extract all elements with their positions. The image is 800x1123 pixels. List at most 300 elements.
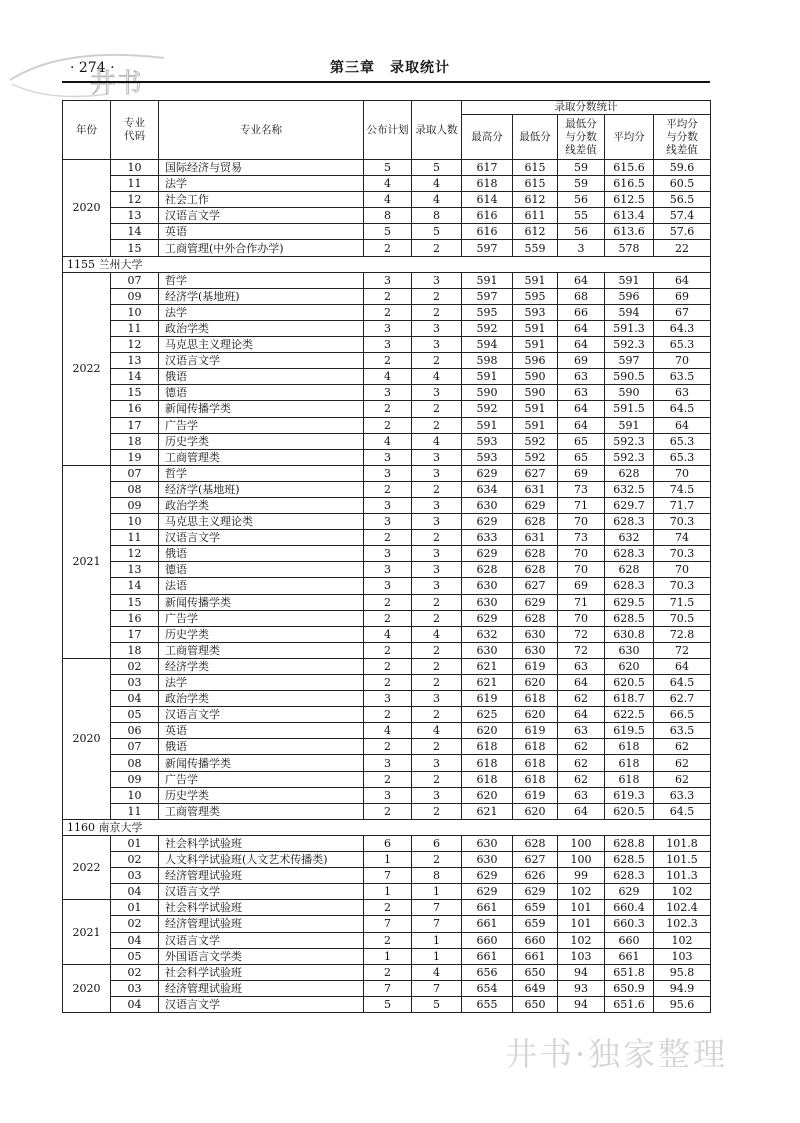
major-code-cell: 03: [111, 980, 159, 996]
major-name-cell: 新闻传播学类: [159, 755, 364, 771]
major-name-cell: 哲学: [159, 272, 364, 288]
min-diff-cell: 55: [558, 208, 605, 224]
min-score-cell: 619: [513, 658, 558, 674]
major-name-cell: 德语: [159, 562, 364, 578]
min-score-cell: 619: [513, 723, 558, 739]
admitted-cell: 1: [412, 948, 462, 964]
min-diff-cell: 69: [558, 353, 605, 369]
avg-diff-cell: 65.3: [654, 449, 711, 465]
table-row: [63, 304, 711, 320]
min-diff-cell: 62: [558, 691, 605, 707]
admitted-cell: 5: [412, 224, 462, 240]
major-name-cell: 马克思主义理论类: [159, 337, 364, 353]
plan-cell: 2: [364, 803, 412, 819]
major-name-cell: 经济管理试验班: [159, 916, 364, 932]
min-score-cell: 591: [513, 320, 558, 336]
year-cell: 2020: [63, 964, 111, 1012]
major-name-cell: 工商管理类: [159, 803, 364, 819]
admitted-cell: 2: [412, 675, 462, 691]
major-code-cell: 11: [111, 176, 159, 192]
max-score-cell: 592: [462, 320, 513, 336]
avg-diff-cell: 62: [654, 739, 711, 755]
max-score-cell: 630: [462, 835, 513, 851]
major-code-cell: 11: [111, 320, 159, 336]
school-row: [63, 819, 711, 835]
min-score-cell: 618: [513, 739, 558, 755]
admitted-cell: 2: [412, 739, 462, 755]
avg-diff-cell: 63.3: [654, 787, 711, 803]
max-score-cell: 620: [462, 723, 513, 739]
min-score-cell: 629: [513, 884, 558, 900]
max-score-cell: 617: [462, 160, 513, 176]
major-name-cell: 工商管理类: [159, 449, 364, 465]
avg-score-cell: 629.5: [605, 594, 654, 610]
min-diff-cell: 69: [558, 465, 605, 481]
table-row: [63, 353, 711, 369]
admitted-cell: 6: [412, 835, 462, 851]
major-name-cell: 历史学类: [159, 626, 364, 642]
plan-cell: 2: [364, 353, 412, 369]
avg-score-cell: 594: [605, 304, 654, 320]
major-name-cell: 德语: [159, 385, 364, 401]
min-diff-cell: 69: [558, 578, 605, 594]
avg-score-cell: 628: [605, 465, 654, 481]
plan-cell: 2: [364, 771, 412, 787]
major-name-cell: 新闻传播学类: [159, 594, 364, 610]
avg-diff-cell: 71.5: [654, 594, 711, 610]
avg-diff-cell: 64.5: [654, 401, 711, 417]
min-score-cell: 612: [513, 224, 558, 240]
page-number: · 274 ·: [70, 60, 115, 76]
plan-cell: 2: [364, 739, 412, 755]
min-diff-cell: 102: [558, 884, 605, 900]
plan-cell: 5: [364, 160, 412, 176]
admitted-cell: 8: [412, 868, 462, 884]
min-diff-cell: 63: [558, 723, 605, 739]
min-diff-cell: 72: [558, 642, 605, 658]
major-code-cell: 08: [111, 755, 159, 771]
plan-cell: 2: [364, 642, 412, 658]
plan-cell: 2: [364, 240, 412, 256]
min-score-cell: 618: [513, 691, 558, 707]
admitted-cell: 2: [412, 288, 462, 304]
logo-watermark-text: 井书: [90, 69, 143, 99]
table-row: [63, 691, 711, 707]
min-score-cell: 591: [513, 401, 558, 417]
table-row: [63, 642, 711, 658]
min-diff-header: [558, 115, 605, 160]
year-cell: 2020: [63, 658, 111, 819]
min-score-cell: 615: [513, 176, 558, 192]
max-score-cell: 661: [462, 948, 513, 964]
max-score-cell: 597: [462, 288, 513, 304]
major-code-cell: 18: [111, 642, 159, 658]
max-score-cell: 591: [462, 417, 513, 433]
max-score-cell: 618: [462, 771, 513, 787]
max-score-cell: 655: [462, 996, 513, 1012]
min-diff-cell: 65: [558, 449, 605, 465]
avg-score-cell: 620.5: [605, 803, 654, 819]
min-diff-cell: 62: [558, 755, 605, 771]
plan-cell: 1: [364, 852, 412, 868]
plan-header: 公布计划: [364, 101, 412, 160]
avg-score-cell: 592.3: [605, 433, 654, 449]
admitted-cell: 3: [412, 755, 462, 771]
major-code-cell: 15: [111, 240, 159, 256]
avg-score-cell: 591.5: [605, 401, 654, 417]
major-name-cell: 经济学类: [159, 658, 364, 674]
major-name-cell: 广告学: [159, 771, 364, 787]
min-diff-cell: 64: [558, 337, 605, 353]
min-diff-cell: 70: [558, 610, 605, 626]
major-code-cell: 12: [111, 546, 159, 562]
major-name-cell: 工商管理类: [159, 642, 364, 658]
avg-diff-cell: 95.8: [654, 964, 711, 980]
min-diff-cell: 63: [558, 658, 605, 674]
plan-cell: 4: [364, 176, 412, 192]
min-score-cell: 650: [513, 964, 558, 980]
min-diff-cell: 70: [558, 546, 605, 562]
major-code-cell: 14: [111, 369, 159, 385]
min-diff-cell: 73: [558, 481, 605, 497]
score-stats-header: 录取分数统计: [462, 101, 711, 115]
min-diff-cell: 65: [558, 433, 605, 449]
min-diff-cell: 72: [558, 626, 605, 642]
table-row: [63, 658, 711, 674]
avg-diff-cell: 101.8: [654, 835, 711, 851]
avg-diff-cell: 71.7: [654, 497, 711, 513]
avg-diff-cell: 60.5: [654, 176, 711, 192]
major-code-cell: 01: [111, 835, 159, 851]
admitted-cell: 3: [412, 546, 462, 562]
table-row: [63, 272, 711, 288]
min-score-cell: 596: [513, 353, 558, 369]
min-diff-cell: 63: [558, 385, 605, 401]
max-score-cell: 634: [462, 481, 513, 497]
admitted-cell: 3: [412, 465, 462, 481]
avg-score-cell: 613.6: [605, 224, 654, 240]
major-code-cell: 13: [111, 562, 159, 578]
min-score-cell: 661: [513, 948, 558, 964]
avg-diff-cell: 22: [654, 240, 711, 256]
major-name-cell: 人文科学试验班(人文艺术传播类): [159, 852, 364, 868]
avg-score-cell: 628.3: [605, 868, 654, 884]
admitted-cell: 2: [412, 401, 462, 417]
min-score-cell: 612: [513, 192, 558, 208]
admitted-cell: 2: [412, 852, 462, 868]
avg-score-cell: 613.4: [605, 208, 654, 224]
table-row: [63, 996, 711, 1012]
min-score-cell: 620: [513, 707, 558, 723]
plan-cell: 1: [364, 948, 412, 964]
min-score-cell: 619: [513, 787, 558, 803]
plan-cell: 3: [364, 755, 412, 771]
min-diff-cell: 71: [558, 594, 605, 610]
max-score-cell: 591: [462, 272, 513, 288]
avg-diff-header-text: 平均分与分数线差值: [666, 117, 698, 156]
max-score-cell: 614: [462, 192, 513, 208]
min-diff-cell: 70: [558, 514, 605, 530]
min-score-cell: 628: [513, 562, 558, 578]
major-name-cell: 法学: [159, 176, 364, 192]
table-row: [63, 530, 711, 546]
major-code-cell: 02: [111, 916, 159, 932]
min-diff-cell: 102: [558, 932, 605, 948]
max-score-cell: 661: [462, 916, 513, 932]
plan-cell: 3: [364, 320, 412, 336]
max-score-cell: 630: [462, 594, 513, 610]
table-row: [63, 465, 711, 481]
admitted-cell: 7: [412, 980, 462, 996]
max-score-cell: 591: [462, 369, 513, 385]
major-code-cell: 02: [111, 852, 159, 868]
table-row: [63, 369, 711, 385]
admitted-cell: 2: [412, 417, 462, 433]
min-diff-cell: 93: [558, 980, 605, 996]
max-score-cell: 630: [462, 497, 513, 513]
major-name-cell: 经济学(基地班): [159, 288, 364, 304]
avg-score-cell: 597: [605, 353, 654, 369]
major-code-cell: 09: [111, 288, 159, 304]
admitted-cell: 4: [412, 192, 462, 208]
table-row: [63, 160, 711, 176]
major-name-cell: 哲学: [159, 465, 364, 481]
plan-cell: 2: [364, 900, 412, 916]
plan-cell: 2: [364, 658, 412, 674]
min-score-cell: 630: [513, 626, 558, 642]
year-header: 年份: [63, 101, 111, 160]
min-score-cell: 591: [513, 272, 558, 288]
avg-score-cell: 660.4: [605, 900, 654, 916]
avg-diff-cell: 64: [654, 658, 711, 674]
avg-score-cell: 592.3: [605, 337, 654, 353]
max-score-cell: 621: [462, 658, 513, 674]
avg-diff-cell: 63.5: [654, 369, 711, 385]
major-name-cell: 社会工作: [159, 192, 364, 208]
avg-score-cell: 619.5: [605, 723, 654, 739]
admitted-cell: 3: [412, 514, 462, 530]
max-score-cell: 630: [462, 642, 513, 658]
admitted-cell: 5: [412, 996, 462, 1012]
avg-score-cell: 628.3: [605, 578, 654, 594]
admitted-cell: 4: [412, 964, 462, 980]
plan-cell: 3: [364, 465, 412, 481]
max-score-cell: 629: [462, 514, 513, 530]
plan-cell: 3: [364, 578, 412, 594]
major-code-cell: 03: [111, 868, 159, 884]
min-score-cell: 659: [513, 900, 558, 916]
min-diff-cell: 100: [558, 835, 605, 851]
admitted-cell: 2: [412, 707, 462, 723]
table-row: [63, 208, 711, 224]
avg-diff-cell: 95.6: [654, 996, 711, 1012]
major-code-cell: 07: [111, 465, 159, 481]
plan-cell: 8: [364, 208, 412, 224]
avg-score-cell: 632: [605, 530, 654, 546]
avg-diff-cell: 72.8: [654, 626, 711, 642]
max-score-cell: 618: [462, 176, 513, 192]
year-cell: 2021: [63, 900, 111, 964]
max-score-cell: 661: [462, 900, 513, 916]
admitted-cell: 7: [412, 916, 462, 932]
table-row: [63, 948, 711, 964]
major-name-cell: 汉语言文学: [159, 996, 364, 1012]
plan-cell: 4: [364, 626, 412, 642]
avg-diff-cell: 64.3: [654, 320, 711, 336]
min-diff-cell: 100: [558, 852, 605, 868]
avg-score-cell: 651.8: [605, 964, 654, 980]
avg-diff-cell: 64: [654, 272, 711, 288]
avg-diff-cell: 63.5: [654, 723, 711, 739]
admitted-cell: 2: [412, 304, 462, 320]
admitted-cell: 2: [412, 594, 462, 610]
min-diff-cell: 59: [558, 176, 605, 192]
plan-cell: 3: [364, 691, 412, 707]
major-name-cell: 俄语: [159, 546, 364, 562]
avg-score-cell: 629.7: [605, 497, 654, 513]
min-diff-cell: 62: [558, 771, 605, 787]
min-score-cell: 628: [513, 835, 558, 851]
max-score-cell: 616: [462, 208, 513, 224]
min-score-cell: 559: [513, 240, 558, 256]
major-code-cell: 09: [111, 771, 159, 787]
major-name-cell: 汉语言文学: [159, 707, 364, 723]
avg-score-cell: 660: [605, 932, 654, 948]
major-code-cell: 11: [111, 803, 159, 819]
admitted-cell: 3: [412, 272, 462, 288]
major-code-cell: 02: [111, 964, 159, 980]
major-name-header: 专业名称: [159, 101, 364, 160]
avg-diff-cell: 94.9: [654, 980, 711, 996]
min-diff-cell: 71: [558, 497, 605, 513]
min-score-cell: 615: [513, 160, 558, 176]
min-score-cell: 618: [513, 771, 558, 787]
major-code-cell: 04: [111, 932, 159, 948]
avg-score-cell: 591.3: [605, 320, 654, 336]
major-name-cell: 历史学类: [159, 787, 364, 803]
table-row: [63, 739, 711, 755]
major-code-cell: 16: [111, 610, 159, 626]
footer-watermark: 井书·独家整理: [505, 1035, 729, 1073]
major-code-cell: 08: [111, 481, 159, 497]
avg-diff-cell: 64: [654, 417, 711, 433]
table-row: [63, 884, 711, 900]
min-score-cell: 593: [513, 304, 558, 320]
min-score-cell: 591: [513, 417, 558, 433]
max-score-cell: 593: [462, 449, 513, 465]
avg-diff-cell: 66.5: [654, 707, 711, 723]
min-diff-cell: 3: [558, 240, 605, 256]
major-code-cell: 17: [111, 626, 159, 642]
avg-diff-cell: 70.3: [654, 578, 711, 594]
avg-diff-cell: 70.5: [654, 610, 711, 626]
admitted-cell: 3: [412, 449, 462, 465]
year-cell: 2022: [63, 835, 111, 899]
plan-cell: 3: [364, 385, 412, 401]
table-row: [63, 787, 711, 803]
major-code-cell: 10: [111, 787, 159, 803]
admitted-cell: 2: [412, 481, 462, 497]
admitted-cell: 3: [412, 385, 462, 401]
table-row: [63, 578, 711, 594]
major-name-cell: 汉语言文学: [159, 884, 364, 900]
admitted-cell: 2: [412, 240, 462, 256]
avg-score-cell: 628.3: [605, 514, 654, 530]
min-score-cell: 591: [513, 337, 558, 353]
major-code-cell: 03: [111, 675, 159, 691]
major-code-cell: 01: [111, 900, 159, 916]
table-row: [63, 723, 711, 739]
major-name-cell: 政治学类: [159, 497, 364, 513]
max-score-cell: 597: [462, 240, 513, 256]
table-row: [63, 514, 711, 530]
avg-score-cell: 628.5: [605, 852, 654, 868]
plan-cell: 3: [364, 337, 412, 353]
major-code-cell: 10: [111, 304, 159, 320]
avg-score-cell: 616.5: [605, 176, 654, 192]
avg-diff-cell: 62: [654, 771, 711, 787]
table-row: [63, 401, 711, 417]
major-code-cell: 16: [111, 401, 159, 417]
min-score-cell: 629: [513, 497, 558, 513]
avg-diff-cell: 63: [654, 385, 711, 401]
admitted-cell: 4: [412, 723, 462, 739]
major-code-cell: 05: [111, 707, 159, 723]
major-code-cell: 18: [111, 433, 159, 449]
admitted-cell: 5: [412, 160, 462, 176]
max-score-header: 最高分: [462, 115, 513, 160]
admitted-cell: 3: [412, 497, 462, 513]
avg-score-cell: 628.3: [605, 546, 654, 562]
avg-score-cell: 630: [605, 642, 654, 658]
major-code-cell: 11: [111, 530, 159, 546]
avg-score-cell: 630.8: [605, 626, 654, 642]
plan-cell: 2: [364, 964, 412, 980]
min-diff-cell: 63: [558, 787, 605, 803]
major-code-cell: 04: [111, 996, 159, 1012]
min-score-cell: 627: [513, 852, 558, 868]
avg-diff-cell: 59.6: [654, 160, 711, 176]
school-name-cell: 1160 南京大学: [63, 819, 711, 835]
min-score-cell: 631: [513, 530, 558, 546]
plan-cell: 2: [364, 417, 412, 433]
min-diff-cell: 103: [558, 948, 605, 964]
table-row: [63, 980, 711, 996]
avg-score-cell: 590: [605, 385, 654, 401]
avg-score-cell: 620: [605, 658, 654, 674]
min-score-cell: 628: [513, 514, 558, 530]
max-score-cell: 629: [462, 884, 513, 900]
admitted-cell: 3: [412, 787, 462, 803]
avg-score-cell: 628: [605, 562, 654, 578]
major-code-cell: 12: [111, 192, 159, 208]
avg-diff-cell: 72: [654, 642, 711, 658]
max-score-cell: 590: [462, 385, 513, 401]
table-row: [63, 852, 711, 868]
avg-score-cell: 622.5: [605, 707, 654, 723]
min-diff-cell: 56: [558, 192, 605, 208]
avg-score-cell: 618: [605, 739, 654, 755]
avg-score-cell: 632.5: [605, 481, 654, 497]
plan-cell: 3: [364, 497, 412, 513]
major-name-cell: 汉语言文学: [159, 530, 364, 546]
avg-diff-cell: 62.7: [654, 691, 711, 707]
avg-diff-cell: 67: [654, 304, 711, 320]
avg-score-cell: 629: [605, 884, 654, 900]
admitted-header: 录取人数: [412, 101, 462, 160]
avg-diff-cell: 57.4: [654, 208, 711, 224]
min-score-cell: 659: [513, 916, 558, 932]
